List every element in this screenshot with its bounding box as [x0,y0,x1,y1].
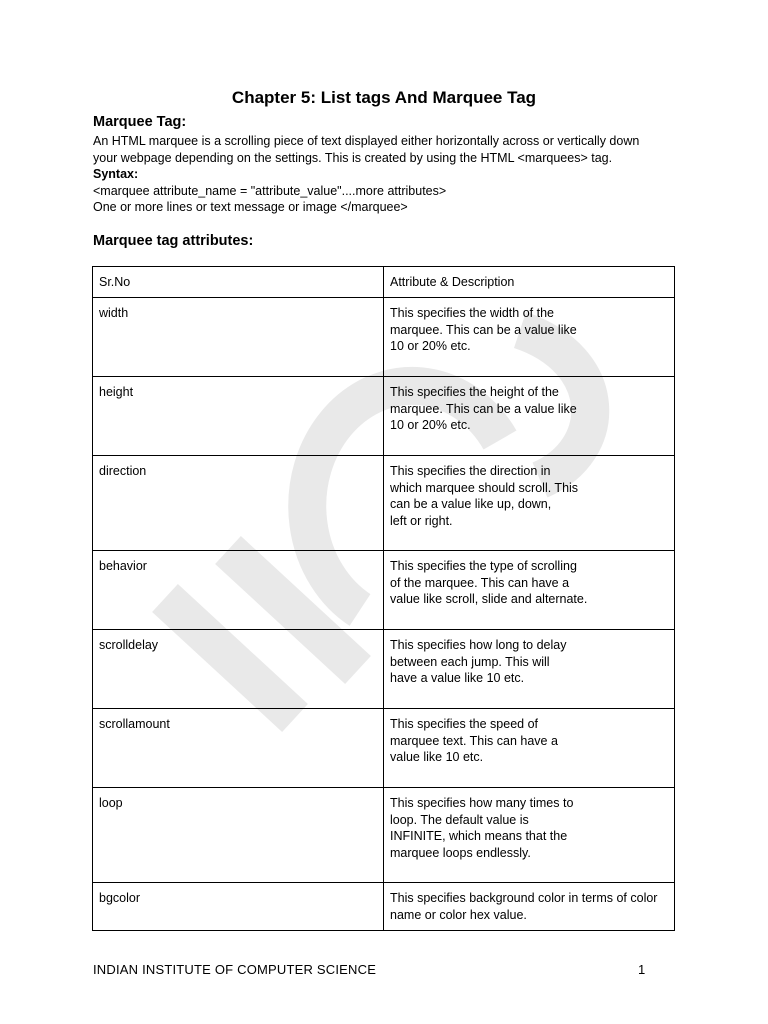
desc-line: INFINITE, which means that the [390,829,568,843]
desc-line: 10 or 20% etc. [390,418,471,432]
desc-line: This specifies the width of the [390,306,554,320]
table-row [93,788,675,883]
marquee-tag-heading: Marquee Tag: [93,114,187,130]
intro-line: your webpage depending on the settings. This is created by using the HTML <marquees> tag. [93,150,613,165]
table-row [93,298,675,377]
table-row [93,551,675,630]
attribute-description [384,788,675,883]
attribute-description [384,630,675,709]
desc-line: have a value like 10 etc. [390,671,525,685]
attribute-name: bgcolor [93,883,384,931]
desc-line: value like scroll, slide and alternate. [390,592,588,606]
desc-line: can be a value like up, down, [390,497,552,511]
syntax-line: One or more lines or text message or image </marquee> [93,200,408,214]
desc-line: This specifies how long to delay [390,638,567,652]
desc-line: 10 or 20% etc. [390,339,471,353]
intro-line: An HTML marquee is a scrolling piece of text displayed either horizontally across or vertically down [93,134,640,148]
table-row [93,883,675,931]
attributes-heading: Marquee tag attributes: [93,233,254,249]
header-cell-description: Attribute & Description [384,267,675,298]
desc-line: marquee. This can be a value like [390,322,577,337]
desc-line: This specifies the type of scrolling [390,559,577,573]
table-row [93,630,675,709]
desc-line: which marquee should scroll. This [390,480,579,495]
desc-line: name or color hex value. [390,907,527,922]
attribute-description [384,298,675,377]
table-row [93,377,675,456]
desc-line: This specifies the speed of [390,717,538,731]
attribute-description [384,709,675,788]
attribute-name: height [93,377,384,456]
desc-line: between each jump. This will [390,654,550,669]
table-row [93,456,675,551]
desc-line: marquee. This can be a value like [390,401,577,416]
attribute-name: direction [93,456,384,551]
table-row [93,709,675,788]
intro-paragraph [93,133,693,216]
header-cell-srno: Sr.No [93,267,384,298]
page-number: 1 [638,962,646,977]
desc-line: marquee loops endlessly. [390,845,531,860]
desc-line: This specifies the height of the [390,385,559,399]
attribute-description [384,377,675,456]
desc-line: left or right. [390,513,453,528]
attribute-description [384,883,675,931]
syntax-line: <marquee attribute_name = "attribute_value"....more attributes> [93,183,447,198]
attributes-table [92,266,675,931]
attribute-name: scrollamount [93,709,384,788]
desc-line: loop. The default value is [390,812,529,827]
table-header-row [93,267,675,298]
attribute-name: scrolldelay [93,630,384,709]
page-title: Chapter 5: List tags And Marquee Tag [231,88,537,107]
attribute-description [384,456,675,551]
attribute-name: width [93,298,384,377]
desc-line: This specifies background color in terms of color [390,891,658,905]
attribute-description [384,551,675,630]
desc-line: This specifies how many times to [390,796,574,810]
desc-line: marquee text. This can have a [390,733,558,748]
footer-organization: INDIAN INSTITUTE OF COMPUTER SCIENCE [93,962,377,977]
desc-line: This specifies the direction in [390,464,551,478]
attribute-name: behavior [93,551,384,630]
desc-line: value like 10 etc. [390,750,484,764]
attribute-name: loop [93,788,384,883]
syntax-label: Syntax: [93,167,139,181]
desc-line: of the marquee. This can have a [390,575,570,590]
